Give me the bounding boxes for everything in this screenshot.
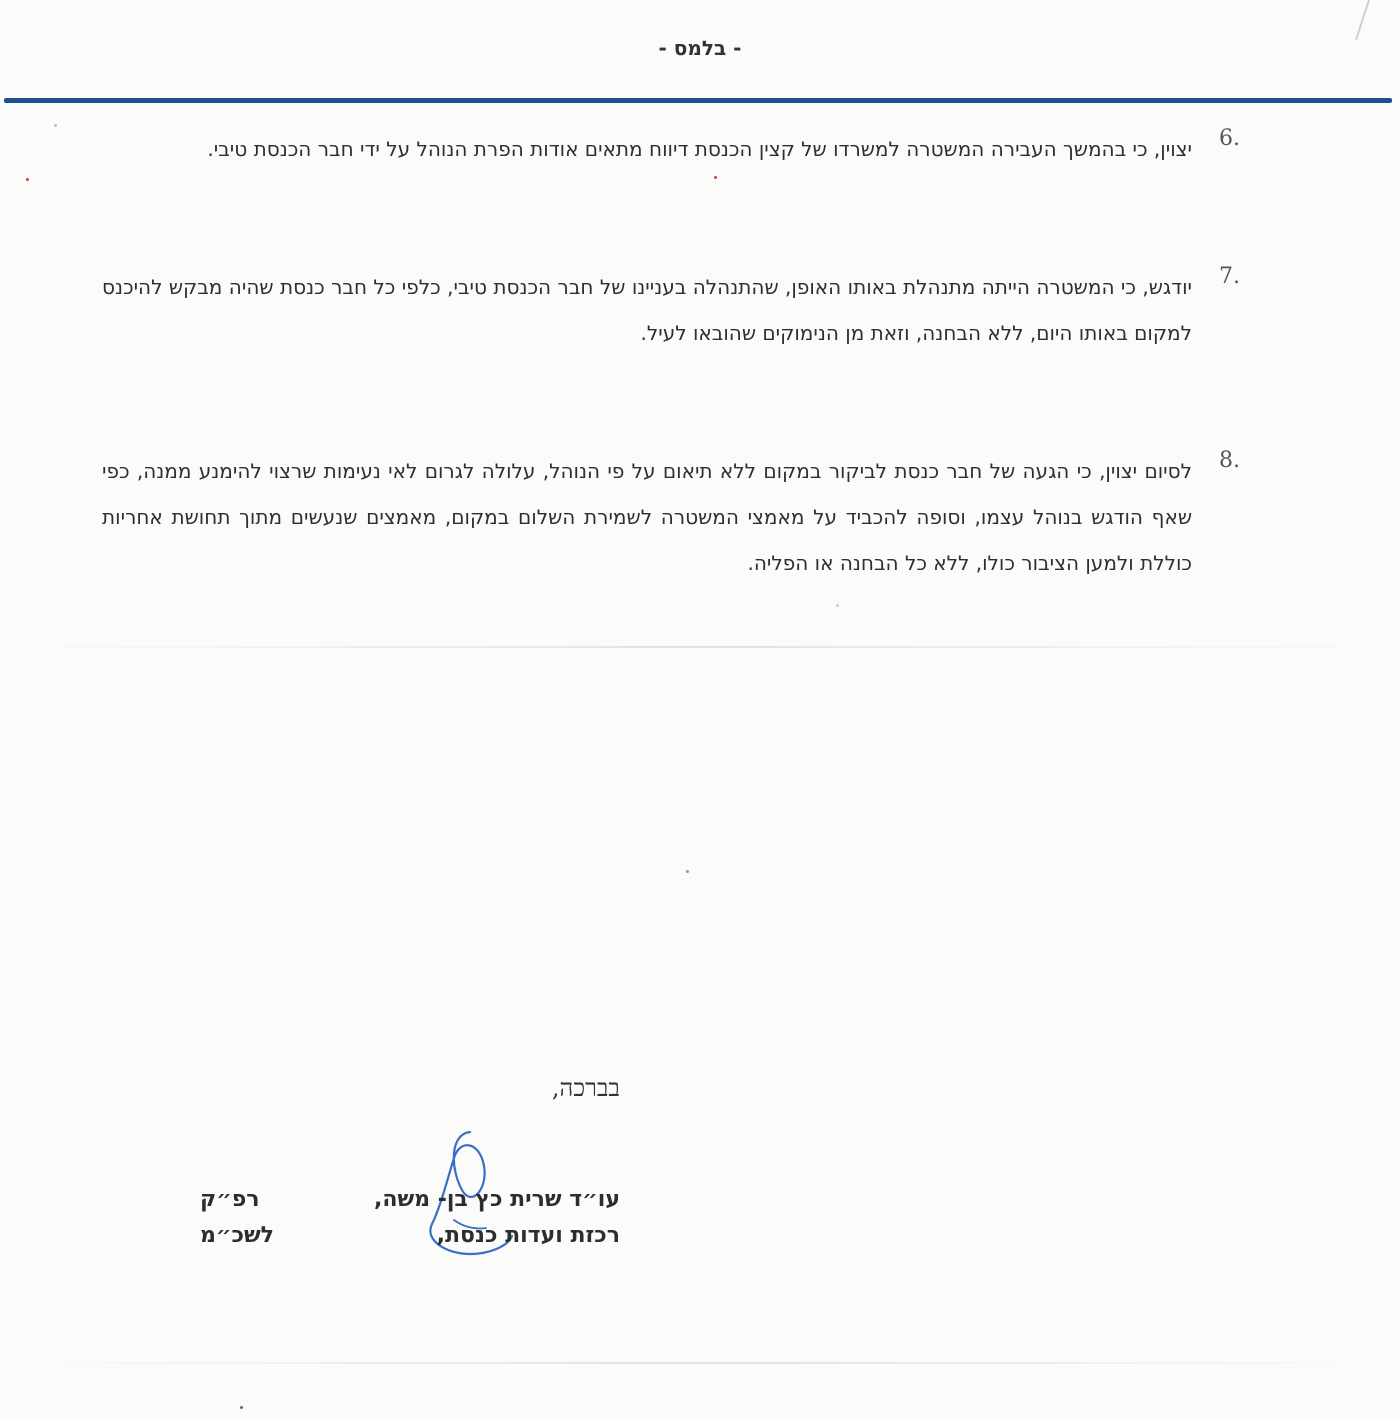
paragraph-text: יצוין, כי בהמשך העבירה המשטרה למשרדו של קצין הכנסת דיווח מתאים אודות הפרת הנוהל על ידי חבר הכנסת טיבי.	[207, 137, 1192, 161]
signer-name: עו״ד שרית כץ בן- משה,	[373, 1187, 620, 1212]
paragraph-6	[100, 126, 1240, 226]
signer-unit: לשכ״מ	[200, 1223, 274, 1248]
fold-line	[0, 646, 1400, 648]
paragraph-text: יודגש, כי המשטרה הייתה מתנהלת באותו האופן, שהתנהלה בעניינו של חבר הכנסת טיבי, כלפי כל חבר כנסת שהיה מבקש להיכנס למקום באותו היום, ללא הבחנה, וזאת מן הנימוקים שהובאו לעיל.	[102, 275, 1192, 345]
paragraph-number: 7.	[1219, 264, 1240, 289]
paragraph-8	[100, 448, 1240, 638]
signer-role: רכזת ועדות כנסת,	[436, 1223, 620, 1248]
scan-speck	[836, 604, 839, 607]
paragraph-text: לסיום יצוין, כי הגעה של חבר כנסת לביקור במקום ללא תיאום על פי הנוהל, עלולה לגרום לאי נעימות שרצוי להימנע ממנה, כפי שאף הודגש בנוהל עצמו, וסופה להכביד על מאמצי המשטרה לשמירת השלום במקום, מאמצים שנעשים מתוך תחושת אחריות כוללת ולמען הציבור כולו, ללא כל הבחנה או הפליה.	[102, 459, 1192, 575]
scan-speck	[240, 1406, 243, 1409]
fold-line	[0, 1362, 1400, 1364]
paragraph-number: 8.	[1219, 448, 1240, 473]
scan-speck	[714, 176, 717, 179]
scan-mark	[1355, 0, 1370, 40]
header-rule	[4, 98, 1392, 103]
classification-label: - בלמס -	[658, 36, 742, 60]
scan-speck	[686, 870, 689, 873]
scan-speck	[26, 178, 29, 181]
signer-role-line	[200, 1218, 620, 1254]
closing-greeting: בברכה,	[551, 1074, 620, 1102]
signer-name-line	[200, 1182, 620, 1218]
scan-speck	[54, 124, 57, 127]
signer-rank: רפ״ק	[200, 1187, 260, 1212]
paragraph-7	[100, 264, 1240, 404]
paragraph-number: 6.	[1219, 126, 1240, 151]
signature-block	[200, 1182, 620, 1254]
